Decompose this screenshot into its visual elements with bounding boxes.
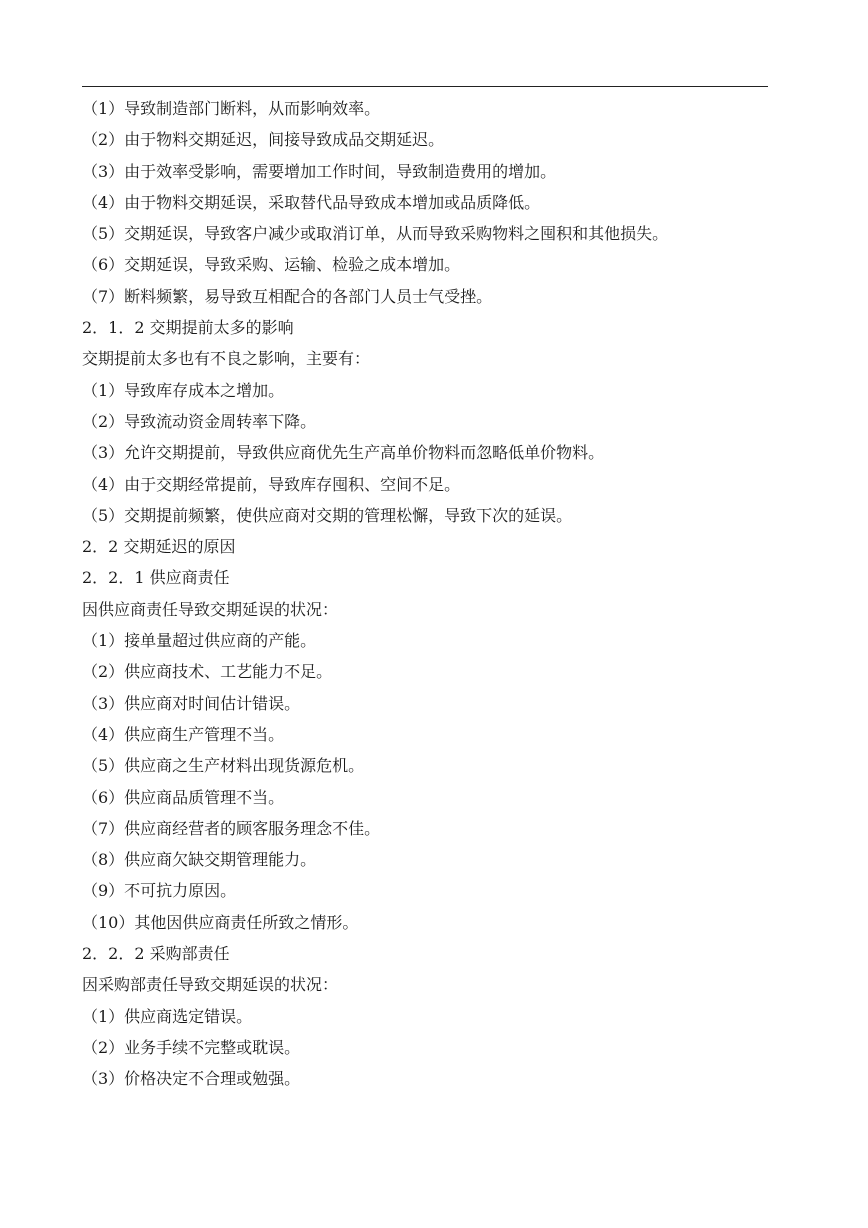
text-line: （3）允许交期提前，导致供应商优先生产高单价物料而忽略低单价物料。 — [82, 443, 605, 463]
text-line: （4）供应商生产管理不当。 — [82, 724, 285, 744]
text-line: （10）其他因供应商责任所致之情形。 — [82, 912, 359, 932]
text-body — [82, 93, 772, 1095]
text-line: （6）供应商品质管理不当。 — [82, 787, 285, 807]
text-line: 2．2 交期延迟的原因 — [82, 537, 236, 557]
text-line: （4）由于物料交期延误，采取替代品导致成本增加或品质降低。 — [82, 192, 541, 212]
text-line: （1）导致库存成本之增加。 — [82, 380, 285, 400]
text-line: （5）交期提前频繁，使供应商对交期的管理松懈，导致下次的延误。 — [82, 505, 573, 525]
text-line: （5）供应商之生产材料出现货源危机。 — [82, 756, 365, 776]
text-line: （2）业务手续不完整或耽误。 — [82, 1037, 301, 1057]
text-line: 2．1．2 交期提前太多的影响 — [82, 318, 294, 338]
text-line: （6）交期延误，导致采购、运输、检验之成本增加。 — [82, 255, 461, 275]
text-line: 2．2．1 供应商责任 — [82, 568, 230, 588]
header-rule — [82, 86, 768, 87]
text-line: （3）由于效率受影响，需要增加工作时间，导致制造费用的增加。 — [82, 161, 557, 181]
text-line: 2．2．2 采购部责任 — [82, 944, 230, 964]
text-line: （4）由于交期经常提前，导致库存囤积、空间不足。 — [82, 474, 461, 494]
text-line: （5）交期延误，导致客户减少或取消订单，从而导致采购物料之囤积和其他损失。 — [82, 224, 669, 244]
text-line: （2）由于物料交期延迟，间接导致成品交期延迟。 — [82, 130, 445, 150]
text-line: （1）接单量超过供应商的产能。 — [82, 631, 317, 651]
text-line: （3）供应商对时间估计错误。 — [82, 693, 301, 713]
text-line: （9）不可抗力原因。 — [82, 881, 237, 901]
text-line: （7）供应商经营者的顾客服务理念不佳。 — [82, 818, 381, 838]
text-line: （2）导致流动资金周转率下降。 — [82, 411, 317, 431]
text-line: （1）供应商选定错误。 — [82, 1006, 253, 1026]
text-line: 交期提前太多也有不良之影响，主要有： — [82, 349, 371, 369]
text-line: （8）供应商欠缺交期管理能力。 — [82, 850, 317, 870]
text-line: （7）断料频繁，易导致互相配合的各部门人员士气受挫。 — [82, 286, 493, 306]
text-line: （3）价格决定不合理或勉强。 — [82, 1069, 301, 1089]
text-line: 因采购部责任导致交期延误的状况： — [82, 975, 339, 995]
text-line: （1）导致制造部门断料，从而影响效率。 — [82, 99, 381, 118]
text-line: 因供应商责任导致交期延误的状况： — [82, 599, 339, 619]
text-line: （2）供应商技术、工艺能力不足。 — [82, 662, 333, 682]
